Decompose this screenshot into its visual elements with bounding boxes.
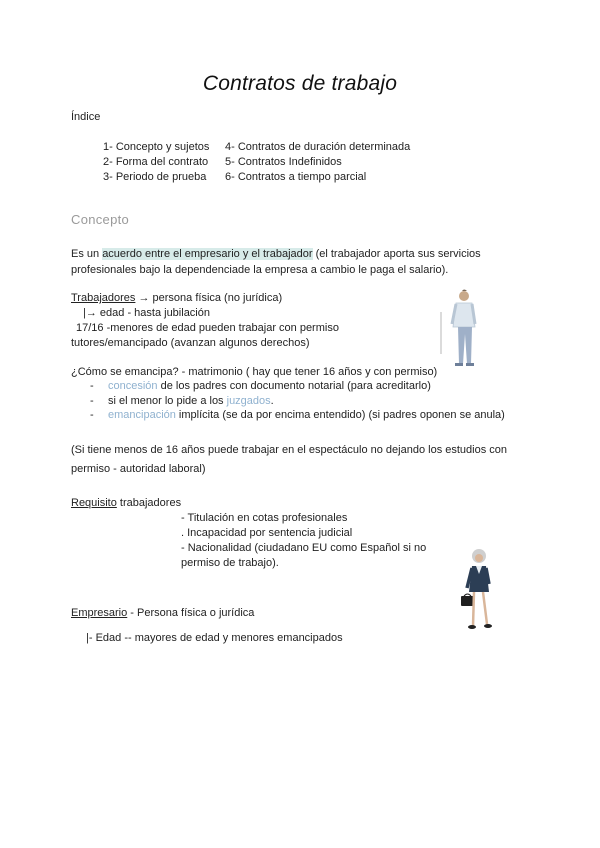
requisito-item: permiso de trabajo). [181, 557, 279, 569]
emancipa-b1-word: concesión [108, 380, 158, 392]
emancipa-b2-pre: si el menor lo pide a los [108, 395, 227, 407]
requisito-item: - Nacionalidad (ciudadano EU como Español si no [181, 542, 427, 554]
empresario-rest: - Persona física o jurídica [127, 607, 255, 619]
emancipa-b3-rest: implícita (se da por encima entendido) (si padres oponen se anula) [175, 409, 505, 421]
trabajadores-edad: |→ edad - hasta jubilación [83, 307, 210, 319]
concepto-paragraph-line1 [71, 248, 481, 260]
requisito-rest: trabajadores [116, 497, 182, 509]
emancipa-bullet-2: - si el menor lo pide a los juzgados. [90, 395, 274, 407]
emancipa-b1-rest: de los padres con documento notarial (para acreditarlo) [157, 380, 431, 392]
trabajadores-label: Trabajadores [71, 292, 136, 304]
empresario-label: Empresario [71, 607, 128, 619]
requisito-item: . Incapacidad por sentencia judicial [181, 527, 353, 539]
trabajadores-line [71, 292, 282, 304]
concepto-paragraph-line2: profesionales bajo la dependenciade la empresa a cambio le paga el salario). [71, 264, 449, 276]
section-heading-concepto: Concepto [71, 212, 130, 227]
emancipa-b2-word: juzgados [226, 395, 271, 407]
index-item: 1- Concepto y sujetos [103, 141, 210, 153]
page-title: Contratos de trabajo [202, 72, 398, 95]
index-item: 5- Contratos Indefinidos [225, 156, 342, 168]
trabajadores-tutores: tutores/emancipado (avanzan algunos derechos) [71, 337, 310, 349]
trabajadores-rest: → persona física (no jurídica) [135, 292, 283, 304]
menos16-line1: (Si tiene menos de 16 años puede trabajar en el espectáculo no dejando los estudios con [71, 444, 508, 456]
index-item: 6- Contratos a tiempo parcial [225, 171, 367, 183]
index-heading: Índice [71, 111, 101, 123]
index-item: 2- Forma del contrato [103, 156, 209, 168]
index-item: 4- Contratos de duración determinada [225, 141, 411, 153]
index-list-right [225, 140, 410, 185]
emancipa-bullet-1: - concesión de los padres con documento notarial (para acreditarlo) [90, 380, 431, 392]
empresario-line [71, 607, 254, 619]
emancipa-b3-word: emancipación [108, 409, 176, 421]
index-list-left [103, 140, 209, 185]
concepto-post: (el trabajador aporta sus servicios [312, 248, 481, 260]
businesswoman-illustration [458, 546, 498, 632]
menos16-line2: permiso - autoridad laboral) [71, 463, 206, 475]
concepto-highlight: acuerdo entre el empresario y el trabajador [102, 248, 313, 260]
requisito-label: Requisito [71, 497, 117, 509]
worker-man-illustration [436, 286, 484, 370]
index-item: 3- Periodo de prueba [103, 171, 207, 183]
concepto-pre: Es un [71, 248, 103, 260]
emancipa-bullet-3: - emancipación implícita (se da por encima entendido) (si padres oponen se anula) [90, 409, 505, 421]
emancipa-b2-post: . [270, 395, 274, 407]
requisito-item: - Titulación en cotas profesionales [181, 512, 348, 524]
trabajadores-menores: 17/16 -menores de edad pueden trabajar con permiso [76, 322, 339, 334]
empresario-edad: |- Edad -- mayores de edad y menores emancipados [86, 632, 343, 644]
emancipa-question: ¿Cómo se emancipa? - matrimonio ( hay que tener 16 años y con permiso) [71, 366, 438, 378]
requisito-line [71, 497, 181, 509]
